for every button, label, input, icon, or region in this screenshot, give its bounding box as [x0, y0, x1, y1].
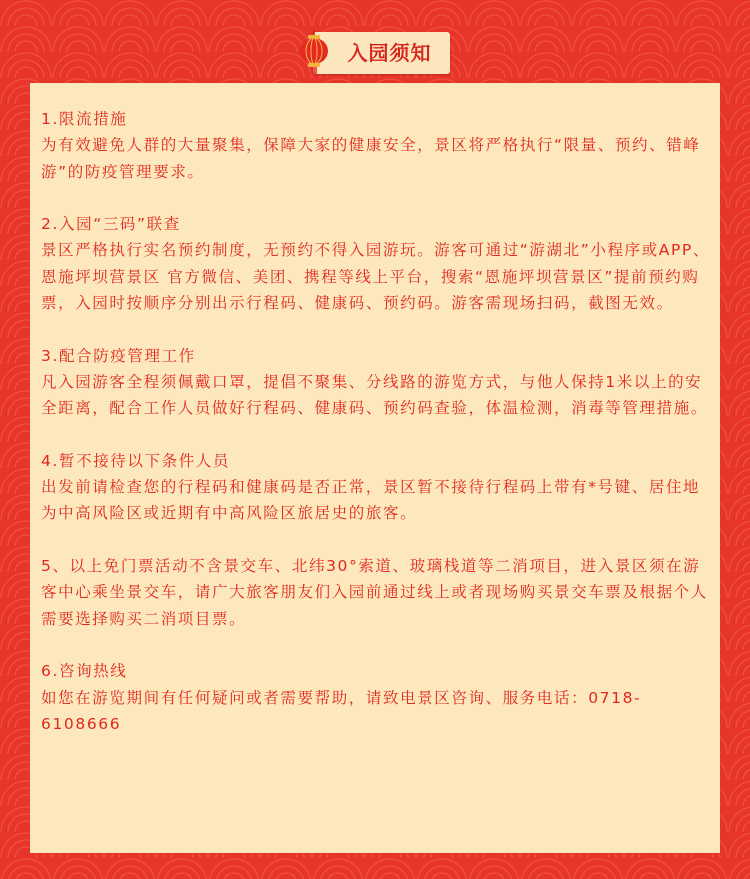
section-title: 2.入园“三码”联查 [41, 215, 181, 234]
lantern-icon [297, 30, 331, 76]
section-limit-flow [41, 106, 711, 185]
section-title: 1.限流措施 [41, 110, 128, 128]
section-title: 6.咨询热线 [41, 662, 128, 681]
section-body: 凡入园游客全程须佩戴口罩，提倡不聚集、分线路的游览方式，与他人保持1米以上的安全距离，配合工作人员做好行程码、健康码、预约码查验，体温检测，消毒等管理措施。 [41, 372, 708, 418]
section-body: 如您在游览期间有任何疑问或者需要帮助，请致电景区咨询、服务电话：0718-6108666 [41, 688, 642, 733]
section-three-codes [41, 211, 711, 316]
notice-content [41, 106, 711, 763]
header [0, 30, 750, 78]
section-not-admitted [41, 448, 711, 527]
section-body: 为有效避免人群的大量聚集，保障大家的健康安全，景区将严格执行“限量、预约、错峰游”的防疫管理要求。 [41, 136, 701, 181]
page-title: 入园须知 [347, 41, 432, 65]
section-epidemic-management [41, 343, 711, 422]
section-free-ticket-exclusions [41, 553, 711, 632]
section-body: 景区严格执行实名预约制度，无预约不得入园游玩。游客可通过“游湖北”小程序或APP、恩施坪坝营景区 官方微信、美团、携程等线上平台，搜索“恩施坪坝营景区”提前预约购票，入园时按顺序分别出示行程码、健康码、预约码。游客需现场扫码，截图无效。 [41, 241, 710, 313]
section-title: 3.配合防疫管理工作 [41, 346, 196, 365]
section-body: 出发前请检查您的行程码和健康码是否正常，景区暂不接待行程码上带有*号键、居住地为中高风险区或近期有中高风险区旅居史的旅客。 [41, 478, 701, 523]
section-hotline [41, 658, 711, 737]
title-badge [313, 32, 450, 74]
section-body: 5、以上免门票活动不含景交车、北纬30°索道、玻璃栈道等二消项目，进入景区须在游客中心乘坐景交车，请广大旅客朋友们入园前通过线上或者现场购买景交车票及根据个人需要选择购买二消项目票。 [41, 557, 708, 628]
section-title: 4.暂不接待以下条件人员 [41, 451, 230, 470]
